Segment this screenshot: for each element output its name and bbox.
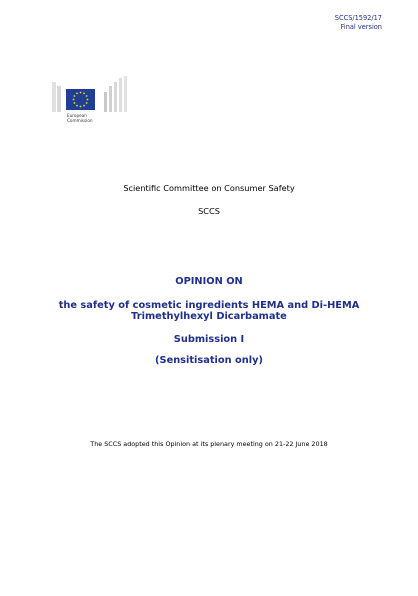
opinion-heading: OPINION ON: [175, 276, 243, 287]
committee-name: Scientific Committee on Consumer Safety: [123, 183, 295, 193]
logo-caption-line-1: European: [67, 113, 87, 118]
submission-label: Submission I: [173, 334, 245, 345]
committee-abbreviation: SCCS: [198, 206, 220, 216]
reference-number: SCCS/1592/17: [334, 14, 382, 22]
logo-caption-line-2: Commission: [67, 118, 93, 123]
opinion-scope: (Sensitisation only): [155, 355, 263, 366]
document-reference: [335, 14, 382, 32]
version-label: Final version: [340, 23, 382, 31]
opinion-subject: the safety of cosmetic ingredients HEMA and Di-HEMA Trimethylhexyl Dicarbamate: [58, 300, 360, 322]
adoption-statement: The SCCS adopted this Opinion at its plenary meeting on 21-22 June 2018: [90, 440, 328, 448]
logo-caption: [67, 113, 93, 123]
